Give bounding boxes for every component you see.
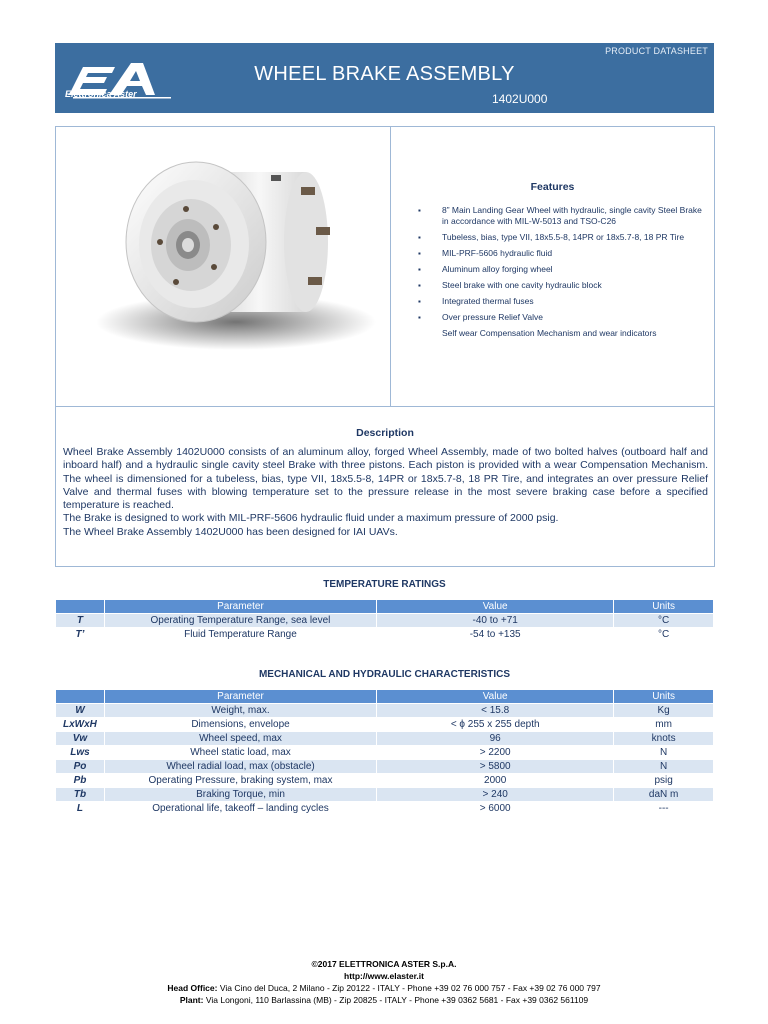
symbol-cell: L <box>56 802 105 816</box>
feature-text: Steel brake with one cavity hydraulic block <box>442 280 602 290</box>
features-title: Features <box>530 181 575 193</box>
symbol-cell: LxWxH <box>56 718 105 732</box>
feature-item <box>418 280 710 291</box>
symbol-cell: Po <box>56 760 105 774</box>
units-cell: --- <box>614 802 714 816</box>
datasheet-tag: PRODUCT DATASHEET <box>605 46 708 56</box>
value-cell: 96 <box>377 732 614 746</box>
temperature-section-title: TEMPERATURE RATINGS <box>323 579 446 590</box>
table-row <box>56 614 714 628</box>
parameter-cell: Dimensions, envelope <box>104 718 376 732</box>
feature-text: Tubeless, bias, type VII, 18x5.5-8, 14PR or 18x5.7-8, 18 PR Tire <box>442 232 685 242</box>
value-cell: < 15.8 <box>377 704 614 718</box>
feature-item <box>418 205 710 227</box>
feature-item <box>418 248 710 259</box>
column-header: Parameter <box>104 600 376 614</box>
parameter-cell: Wheel static load, max <box>104 746 376 760</box>
column-header <box>56 690 105 704</box>
head-office-address: Via Cino del Duca, 2 Milano - Zip 20122 - ITALY - Phone +39 02 76 000 757 - Fax +39 02 76 000 797 <box>219 983 601 993</box>
feature-item <box>418 328 710 339</box>
description-paragraph: Wheel Brake Assembly 1402U000 consists of an aluminum alloy, forged Wheel Assembly, made of two bolted halves (outboard half and inboard half) and a hydraulic single cavity steel Brake with three pistons. Each piston is provided with a wear Compensation Mechanism. The wheel is dimensioned for a tubeless, bias, type VII, 18x5.5-8, 14PR or 18x5.7-8, 18 PR Tire, and integrates an over pressure Relief Valve and thermal fuses with blowing temperature set to the pressure release in the most severe braking case before a specified temperature is reached. <box>63 446 708 512</box>
value-cell: > 240 <box>377 788 614 802</box>
table-row <box>56 732 714 746</box>
wheel-brake-photo <box>76 127 376 397</box>
column-header: Units <box>614 600 714 614</box>
feature-item <box>418 312 710 323</box>
plant-label: Plant: <box>179 995 204 1005</box>
symbol-cell: Tb <box>56 788 105 802</box>
bullet-icon: ▪ <box>418 249 421 258</box>
description-paragraph: The Wheel Brake Assembly 1402U000 has been designed for IAI UAVs. <box>63 525 398 538</box>
column-header: Parameter <box>104 690 376 704</box>
parameter-cell: Operational life, takeoff – landing cycles <box>104 802 376 816</box>
parameter-cell: Wheel radial load, max (obstacle) <box>104 760 376 774</box>
table-header-row <box>56 690 714 704</box>
description-title: Description <box>356 427 414 439</box>
value-cell: -40 to +71 <box>377 614 614 628</box>
logo-text: Elettronica Aster <box>65 89 137 99</box>
features-list <box>418 205 710 344</box>
symbol-cell: T’ <box>56 628 105 642</box>
value-cell: > 2200 <box>377 746 614 760</box>
units-cell: N <box>614 746 714 760</box>
feature-text: 8” Main Landing Gear Wheel with hydraulic, single cavity Steel Brake in accordance with MIL-W-5013 and TSO-C26 <box>442 205 702 226</box>
description-paragraph: The Brake is designed to work with MIL-PRF-5606 hydraulic fluid under a maximum pressure of 2000 psig. <box>63 512 559 525</box>
column-header: Value <box>377 690 614 704</box>
bullet-icon: ▪ <box>418 206 421 215</box>
feature-text: Over pressure Relief Valve <box>442 312 543 322</box>
value-cell: > 6000 <box>377 802 614 816</box>
footer <box>0 958 768 1006</box>
symbol-cell: Pb <box>56 774 105 788</box>
table-row <box>56 628 714 642</box>
units-cell: °C <box>614 628 714 642</box>
parameter-cell: Operating Pressure, braking system, max <box>104 774 376 788</box>
product-info-box <box>55 126 715 567</box>
product-code: 1402U000 <box>492 92 548 106</box>
column-header: Units <box>614 690 714 704</box>
bullet-icon: ▪ <box>418 233 421 242</box>
temperature-table <box>55 599 714 642</box>
feature-text: Aluminum alloy forging wheel <box>442 264 553 274</box>
table-row <box>56 788 714 802</box>
value-cell: -54 to +135 <box>377 628 614 642</box>
divider-horizontal <box>56 406 714 407</box>
value-cell: < ϕ 255 x 255 depth <box>377 718 614 732</box>
table-row <box>56 704 714 718</box>
mechanical-table <box>55 689 714 816</box>
bullet-icon: ▪ <box>418 281 421 290</box>
page-title: WHEEL BRAKE ASSEMBLY <box>254 63 515 85</box>
feature-item <box>418 232 710 243</box>
table-header-row <box>56 600 714 614</box>
mechanical-section-title: MECHANICAL AND HYDRAULIC CHARACTERISTICS <box>258 669 511 680</box>
table-row <box>56 760 714 774</box>
copyright: ©2017 ELETTRONICA ASTER S.p.A. <box>311 959 457 969</box>
units-cell: °C <box>614 614 714 628</box>
feature-text: Self wear Compensation Mechanism and wear indicators <box>442 328 657 338</box>
symbol-cell: W <box>56 704 105 718</box>
units-cell: N <box>614 760 714 774</box>
value-cell: > 5800 <box>377 760 614 774</box>
feature-item <box>418 296 710 307</box>
value-cell: 2000 <box>377 774 614 788</box>
description-body <box>63 446 708 539</box>
feature-text: Integrated thermal fuses <box>442 296 534 306</box>
bullet-icon: ▪ <box>418 265 421 274</box>
header-banner <box>55 43 714 113</box>
units-cell: Kg <box>614 704 714 718</box>
symbol-cell: Vw <box>56 732 105 746</box>
units-cell: psig <box>614 774 714 788</box>
parameter-cell: Braking Torque, min <box>104 788 376 802</box>
symbol-cell: T <box>56 614 105 628</box>
symbol-cell: Lws <box>56 746 105 760</box>
plant-address: Via Longoni, 110 Barlassina (MB) - Zip 20825 - ITALY - Phone +39 0362 5681 - Fax +39 0362 561109 <box>205 995 589 1005</box>
head-office-label: Head Office: <box>167 983 218 993</box>
table-row <box>56 774 714 788</box>
parameter-cell: Operating Temperature Range, sea level <box>104 614 376 628</box>
units-cell: daN m <box>614 788 714 802</box>
bullet-icon: ▪ <box>418 297 421 306</box>
table-row <box>56 718 714 732</box>
parameter-cell: Fluid Temperature Range <box>104 628 376 642</box>
units-cell: knots <box>614 732 714 746</box>
divider-vertical <box>390 127 391 406</box>
table-row <box>56 746 714 760</box>
feature-item <box>418 264 710 275</box>
bullet-icon: ▪ <box>418 313 421 322</box>
column-header <box>56 600 105 614</box>
column-header: Value <box>377 600 614 614</box>
table-row <box>56 802 714 816</box>
feature-text: MIL-PRF-5606 hydraulic fluid <box>442 248 553 258</box>
website-link[interactable]: http://www.elaster.it <box>344 971 424 981</box>
head-office-line <box>0 982 768 994</box>
parameter-cell: Wheel speed, max <box>104 732 376 746</box>
plant-line <box>0 994 768 1006</box>
units-cell: mm <box>614 718 714 732</box>
parameter-cell: Weight, max. <box>104 704 376 718</box>
